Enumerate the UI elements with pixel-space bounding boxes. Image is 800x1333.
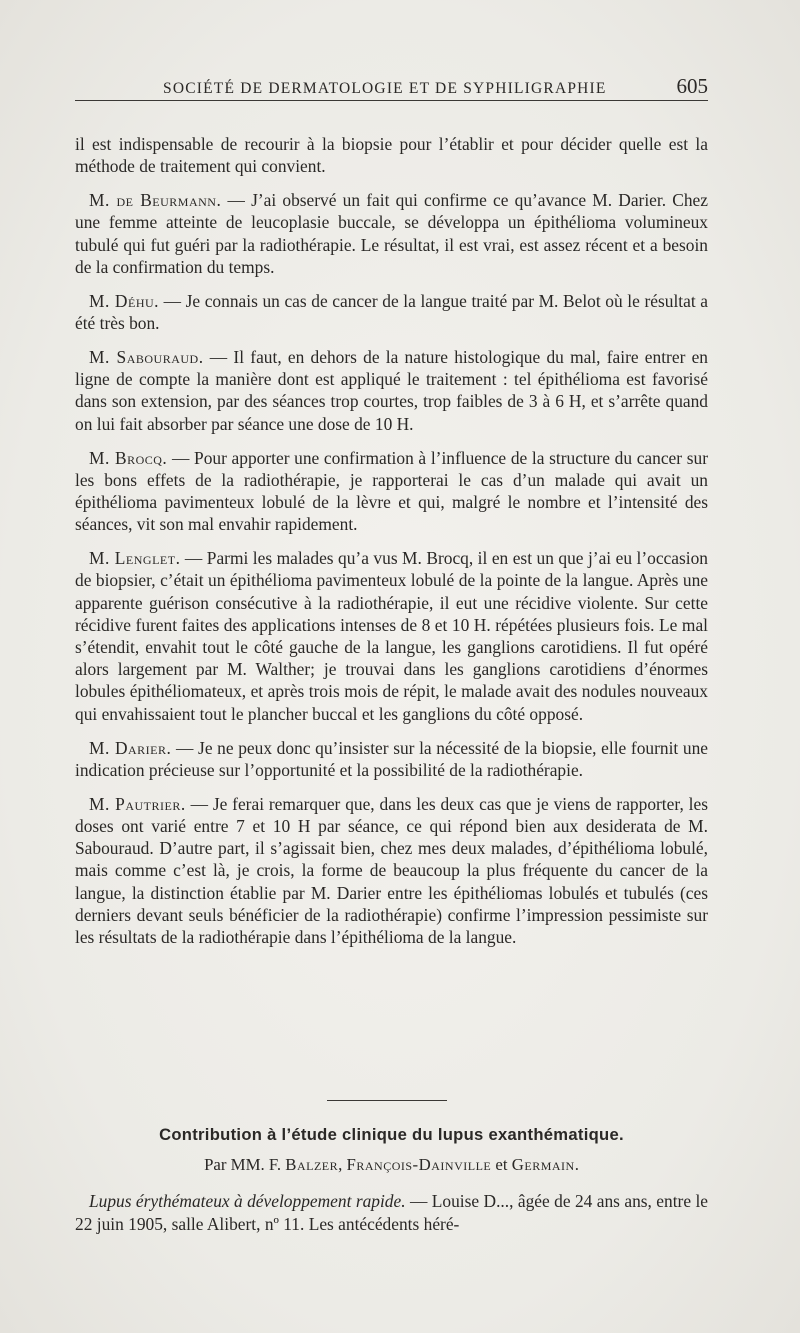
paragraph-dehu [75,290,708,334]
article-byline [75,1155,708,1175]
paragraph-text: — Il faut, en dehors de la nature histologique du mal, faire entrer en ligne de compte la manière dont est appliqué le traitement : tel épithélioma est favorisé dans son extension, par des séances trop courtes, trop faibles de 3 à 6 H, et s’arrête quand on lui fait absorber par séance une dose de 10 H. [75,347,709,434]
byline-prefix: Par MM. F. [204,1155,286,1174]
byline-separator: et [491,1155,512,1174]
paragraph-lenglet [75,547,708,725]
paragraph-sabouraud [75,346,708,435]
speaker-name: M. Darier. [89,737,172,758]
byline-separator: , [338,1155,347,1174]
author-name: François-Dainville [346,1155,492,1174]
speaker-name: M. Brocq. [89,447,168,468]
article-title: Contribution à l’étude clinique du lupus exanthématique. [159,1125,624,1144]
speaker-name: M. Sabouraud. [89,347,204,368]
paragraph-text: — Pour apporter une confirmation à l’influence de la structure du cancer sur les bons effets de la radiothérapie, je rapporterai le cas d’un malade qui avait un épithélioma pavimenteux lobulé de la lèvre et qui, malgré le nombre et l’intensité des séances, vit son mal envahir rapidement. [75,447,708,535]
speaker-name: M. Pautrier. [89,793,186,814]
case-heading: Lupus érythémateux à développement rapide. [89,1191,406,1211]
paragraph-darier [75,737,708,781]
paragraph-pautrier [75,793,708,948]
paragraph-text: — Je ferai remarquer que, dans les deux cas que je viens de rapporter, les doses ont varié entre 7 et 10 H par séance, ce qui répond bien aux desiderata de M. Sabouraud. D’autre part, il s’agissait bien, chez mes deux malades, d’épithélioma lobulé, mais comme c’est là, je crois, la forme de beaucoup la plus fréquente du cancer de la langue, la distinction établie par M. Darier entre les épithéliomas lobulés et tubulés (ces derniers devant seuls bénéficier de la radiothérapie) confirme l’impression pessimiste sur les résultats de la radiothérapie dans l’épithélioma de la langue. [75,793,708,948]
section-divider [327,1100,447,1101]
paragraph-de-beurmann [75,189,708,278]
paragraph-text: — Parmi les malades qu’a vus M. Brocq, il en est un que j’ai eu l’occasion de biopsier, c’était un épithélioma pavimenteux lobulé de la pointe de la langue. Après une apparente guérison consécutive à la radiothérapie, il eut une récidive violente. Sur cette récidive furent faites des applications intenses de 8 et 10 H. répétées plusieurs fois. Le mal s’étendit, envahit tout le côté gauche de la langue, les ganglions carotidiens. Il fut opéré alors largement par M. Walther; je trouvai dans les ganglions carotidiens d’énormes lobules épithéliomateux, et après trois mois de répit, le malade avait des nodules nouveaux qui envahissaient tout le plancher buccal et les ganglions du côté opposé. [75,548,708,724]
speaker-name: M. Déhu. [89,290,159,311]
author-name: Balzer [285,1155,339,1174]
paragraph-continuation [75,133,708,177]
paragraph-text: — Je connais un cas de cancer de la langue traité par M. Belot où le résultat a été très bon. [75,290,708,334]
page-number: 605 [676,74,708,98]
intro-text: — Louise D..., âgée de 24 ans ans, entre le 22 juin 1905, salle Alibert, nº 11. Les antécédents héré- [75,1191,709,1234]
paragraph-text: il est indispensable de recourir à la biopsie pour l’établir et pour décider quelle est la méthode de traitement qui convient. [75,134,708,177]
running-title: SOCIÉTÉ DE DERMATOLOGIE ET DE SYPHILIGRAPHIE [163,80,607,97]
paragraph-brocq [75,447,708,536]
paragraph-text: — J’ai observé un fait qui confirme ce qu’avance M. Darier. Chez une femme atteinte de leucoplasie buccale, se développa un épithélioma volumineux tubulé qui fut guéri par la radiothérapie. Le résultat, il est vrai, est assez récent et a besoin de la confirmation du temps. [75,190,708,277]
byline-suffix: . [574,1155,579,1174]
paragraph-text: — Je ne peux donc qu’insister sur la nécessité de la biopsie, elle fournit une indication précieuse sur l’opportunité et la possibilité de la radiothérapie. [75,737,708,780]
speaker-name: M. Lenglet. [89,548,181,569]
intro-paragraph [75,1190,708,1235]
speaker-name: M. de Beurmann. [89,190,222,211]
article-intro [75,1190,708,1235]
author-name: Germain [511,1155,575,1174]
discussion-text [75,133,708,960]
page-header [75,74,708,104]
header-rule [75,100,708,101]
